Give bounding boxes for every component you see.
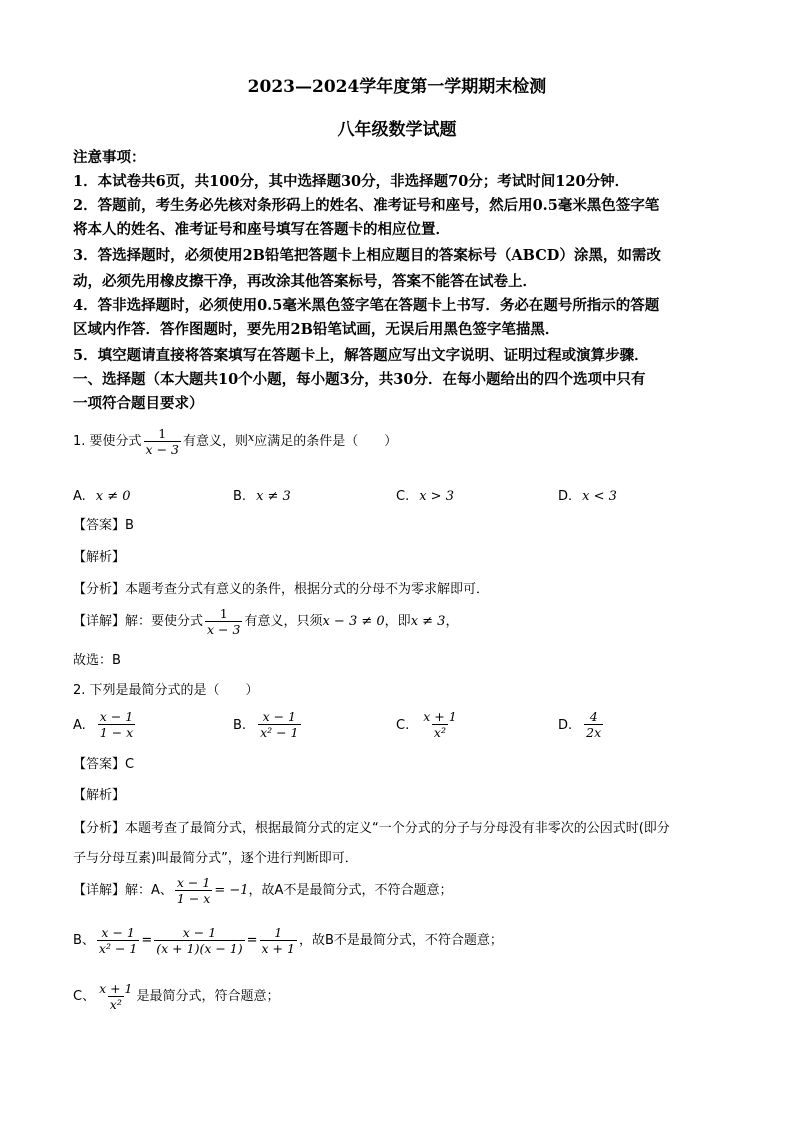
q2-detail-a-num: x − 1 bbox=[176, 875, 211, 890]
q2-option-d-fraction bbox=[584, 709, 603, 740]
q2-option-c-fraction bbox=[421, 709, 458, 740]
q2-option-d-num: 4 bbox=[589, 709, 598, 724]
q2-analysis-line-2: 子与分母互素)叫最简分式”，逐个进行判断即可． bbox=[73, 851, 358, 866]
q2-answer: 【答案】C bbox=[73, 757, 135, 772]
q1-option-b bbox=[233, 485, 291, 504]
q1-detail-expr-1: x − 3 ≠ 0 bbox=[322, 614, 385, 629]
exam-title: 2023—2024学年度第一学期期末检测 bbox=[247, 77, 547, 97]
equals-sign: = bbox=[246, 933, 258, 948]
q2-option-a bbox=[73, 709, 137, 740]
note-4-line-2: 区域内作答．答作图题时，要先用2B铅笔试画，无误后用黑色签字笔描黑． bbox=[73, 321, 560, 338]
q2-option-d-label: D. bbox=[558, 718, 573, 733]
q1-analysis: 【分析】本题考查分式有意义的条件，根据分式的分母不为零求解即可． bbox=[73, 582, 490, 597]
q1-analysis-heading: 【解析】 bbox=[73, 550, 126, 565]
q2-option-b-label: B. bbox=[233, 718, 247, 733]
q1-option-a bbox=[73, 485, 131, 504]
q2-detail-c-prefix: C、 bbox=[73, 989, 96, 1004]
q2-detail-b-f2-num: x − 1 bbox=[182, 925, 217, 940]
note-1: 1．本试卷共6页，共100分，其中选择题30分，非选择题70分；考试时间120分钟． bbox=[73, 173, 630, 190]
q2-option-a-den: 1 − x bbox=[99, 725, 134, 740]
q2-option-a-num: x − 1 bbox=[99, 709, 134, 724]
q2-detail-b-prefix: B、 bbox=[73, 933, 95, 948]
q1-detail-den: x − 3 bbox=[207, 622, 241, 637]
q1-var: x bbox=[248, 431, 255, 444]
q1-option-c bbox=[396, 485, 454, 504]
q2-option-b-num: x − 1 bbox=[262, 709, 296, 724]
q2-detail-a-prefix: 【详解】解：A、 bbox=[73, 883, 173, 898]
q2-detail-a-text: ，故A不是最简分式，不符合题意； bbox=[248, 883, 453, 898]
q2-detail-a-fraction bbox=[175, 875, 212, 906]
exam-subtitle: 八年级数学试题 bbox=[337, 120, 457, 140]
q1-option-b-expr: x ≠ 3 bbox=[256, 489, 291, 504]
q2-detail-b-f3-num: 1 bbox=[274, 925, 283, 940]
q2-detail-c-den: x² bbox=[109, 997, 122, 1012]
q1-conclusion: 故选：B bbox=[73, 653, 121, 668]
q2-detail-b-f3-den: x + 1 bbox=[261, 941, 295, 956]
q2-detail-c-text: 是最简分式，符合题意； bbox=[136, 989, 280, 1004]
note-2-line-2: 将本人的姓名、准考证号和座号填写在答题卡的相应位置． bbox=[73, 221, 450, 238]
q2-option-b-den: x² − 1 bbox=[260, 725, 299, 740]
q1-detail bbox=[73, 606, 458, 637]
q1-option-c-expr: x > 3 bbox=[419, 489, 454, 504]
q1-prefix: 1. 要使分式 bbox=[73, 434, 142, 449]
note-5: 5．填空题请直接将答案填写在答题卡上，解答题应写出文字说明、证明过程或演算步骤． bbox=[73, 347, 649, 364]
q2-detail-b-text: ，故B不是最简分式，不符合题意； bbox=[298, 933, 503, 948]
q2-detail-b-fraction-2 bbox=[154, 925, 244, 956]
q1-option-d-expr: x < 3 bbox=[582, 489, 617, 504]
q2-option-b-fraction bbox=[258, 709, 300, 740]
section-heading-line-2: 一项符合题目要求） bbox=[73, 395, 204, 412]
q2-option-d-den: 2x bbox=[586, 725, 602, 740]
q1-option-d-label: D. bbox=[558, 489, 573, 504]
q2-option-b bbox=[233, 709, 303, 740]
q2-option-c-den: x² bbox=[433, 725, 446, 740]
note-3-line-1: 3．答选择题时，必须使用2B铅笔把答题卡上相应题目的答案标号（ABCD）涂黑，如需改 bbox=[73, 247, 661, 264]
q2-option-a-label: A. bbox=[73, 718, 86, 733]
q2-option-d bbox=[558, 709, 605, 740]
q1-frac-num: 1 bbox=[158, 426, 167, 441]
q2-detail-a-eq: = −1 bbox=[214, 883, 249, 898]
q1-detail-fraction bbox=[205, 606, 242, 637]
q2-option-c bbox=[396, 709, 461, 740]
q1-detail-expr-2: x ≠ 3 bbox=[410, 614, 446, 629]
q2-detail-b-fraction-3 bbox=[260, 925, 297, 956]
note-4-line-1: 4．答非选择题时，必须使用0.5毫米黑色签字笔在答题卡上书写．务必在题号所指示的答题 bbox=[73, 297, 660, 314]
question-1-stem bbox=[73, 426, 397, 457]
q1-detail-mid: 有意义，只须 bbox=[244, 614, 323, 629]
q2-detail-c bbox=[73, 981, 280, 1012]
q1-fraction bbox=[144, 426, 181, 457]
q2-analysis-line-1: 【分析】本题考查了最简分式，根据最简分式的定义“一个分式的分子与分母没有非零次的公因式时(即分 bbox=[73, 821, 670, 836]
q2-detail-b bbox=[73, 925, 503, 956]
q1-option-c-label: C. bbox=[396, 489, 410, 504]
q1-option-a-label: A. bbox=[73, 489, 86, 504]
notes-heading: 注意事项： bbox=[73, 149, 146, 166]
q2-option-c-num: x + 1 bbox=[423, 709, 457, 724]
note-3-line-2: 动，必须先用橡皮擦干净，再改涂其他答案标号，答案不能答在试卷上． bbox=[73, 273, 537, 290]
q1-suffix: 应满足的条件是（ ） bbox=[254, 434, 398, 449]
section-heading-line-1: 一、选择题（本大题共10个小题，每小题3分，共30分．在每小题给出的四个选项中只有 bbox=[73, 371, 646, 388]
q1-frac-den: x − 3 bbox=[145, 442, 179, 457]
q2-detail-c-num: x + 1 bbox=[99, 981, 133, 996]
equals-sign: = bbox=[141, 933, 153, 948]
q2-detail-b-f1-den: x² − 1 bbox=[98, 941, 138, 956]
q1-option-d bbox=[558, 485, 617, 504]
q1-detail-num: 1 bbox=[219, 606, 228, 621]
q1-option-a-expr: x ≠ 0 bbox=[95, 489, 131, 504]
q2-option-c-label: C. bbox=[396, 718, 410, 733]
q1-detail-sep: ，即 bbox=[384, 614, 411, 629]
question-2-stem: 2. 下列是最简分式的是（ ） bbox=[73, 683, 259, 698]
q2-detail-c-fraction bbox=[97, 981, 134, 1012]
q1-detail-prefix: 【详解】解：要使分式 bbox=[73, 614, 204, 629]
q2-detail-b-f1-num: x − 1 bbox=[101, 925, 135, 940]
q1-answer: 【答案】B bbox=[73, 518, 134, 533]
q2-detail-a bbox=[73, 875, 452, 906]
q2-detail-b-f2-den: (x + 1)(x − 1) bbox=[156, 941, 243, 956]
q2-option-a-fraction bbox=[98, 709, 135, 740]
q1-detail-end: ， bbox=[445, 614, 459, 629]
q1-option-b-label: B. bbox=[233, 489, 247, 504]
q1-mid: 有意义，则 bbox=[182, 434, 248, 449]
q2-analysis-heading: 【解析】 bbox=[73, 788, 126, 803]
q2-detail-b-fraction-1 bbox=[97, 925, 139, 956]
note-2-line-1: 2．答题前，考生务必先核对条形码上的姓名、准考证号和座号，然后用0.5毫米黑色签字笔 bbox=[73, 197, 660, 214]
q2-detail-a-den: 1 − x bbox=[176, 891, 211, 906]
